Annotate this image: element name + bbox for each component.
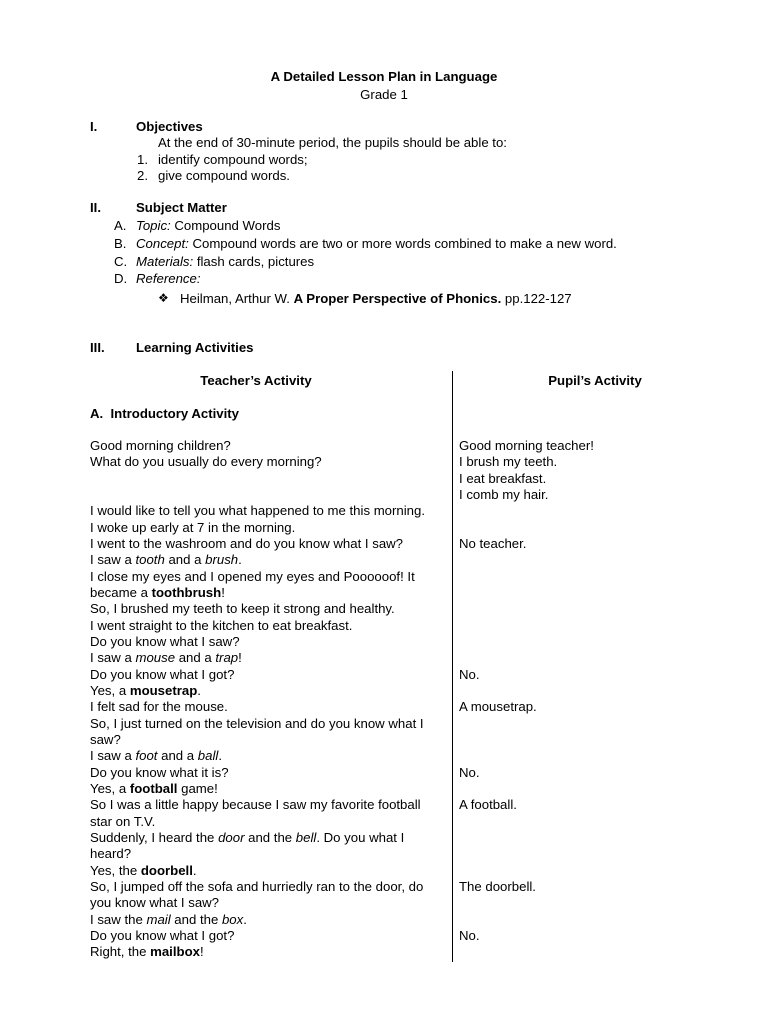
teacher-line xyxy=(90,618,352,634)
teacher-line xyxy=(90,569,415,585)
pupil-line: I comb my hair. xyxy=(459,486,549,502)
document-subtitle: Grade 1 xyxy=(360,87,408,102)
word-part: foot xyxy=(135,748,158,764)
subject-item-concept-letter: B. xyxy=(114,236,127,251)
teacher-line xyxy=(90,912,247,928)
line-text: I went straight to the kitchen to eat breakfast. xyxy=(90,617,353,633)
compound-word: football xyxy=(129,780,178,796)
pupil-activity-header: Pupil’s Activity xyxy=(548,373,642,388)
line-text: Do you know what I saw? xyxy=(90,633,240,649)
word-part: ball xyxy=(197,748,219,764)
compound-word: mailbox xyxy=(150,944,200,960)
teacher-line xyxy=(90,601,395,617)
objectives-intro: At the end of 30-minute period, the pupils should be able to: xyxy=(158,135,507,150)
column-divider xyxy=(452,371,453,962)
line-text: . Do you what I xyxy=(316,829,405,845)
line-text: What do you usually do every morning? xyxy=(90,454,322,470)
subject-matter-numeral: II. xyxy=(90,200,101,215)
word-part: door xyxy=(218,829,245,845)
word-part: mouse xyxy=(135,650,176,666)
objective-item-2-num: 2. xyxy=(137,168,148,183)
objectives-heading: Objectives xyxy=(136,119,203,134)
materials-value: flash cards, pictures xyxy=(193,254,315,269)
line-text: game! xyxy=(177,780,218,796)
learning-numeral: III. xyxy=(90,340,105,355)
pupil-line: The doorbell. xyxy=(459,878,536,894)
word-part: bell xyxy=(295,829,317,845)
objective-item-1-num: 1. xyxy=(137,152,148,167)
document-title: A Detailed Lesson Plan in Language xyxy=(270,69,498,84)
teacher-line xyxy=(90,683,201,699)
line-text: and the xyxy=(244,829,296,845)
line-text: you know what I saw? xyxy=(90,895,220,911)
line-text: So, I brushed my teeth to keep it strong and healthy. xyxy=(90,601,395,617)
line-text: Do you know what it is? xyxy=(90,764,229,780)
topic-label: Topic: xyxy=(136,218,171,233)
line-text: . xyxy=(192,862,197,878)
line-text: and the xyxy=(170,911,222,927)
teacher-line xyxy=(90,748,222,764)
word-part: box xyxy=(221,911,244,927)
subject-item-concept xyxy=(136,236,617,251)
pupil-line: No. xyxy=(459,927,480,943)
line-text: I saw a xyxy=(90,748,136,764)
teacher-line xyxy=(90,765,229,781)
pupil-line: I brush my teeth. xyxy=(459,454,558,470)
line-text: . xyxy=(218,748,222,764)
line-text: heard? xyxy=(90,846,132,862)
line-text: Do you know what I got? xyxy=(90,927,235,943)
subject-item-materials xyxy=(136,254,314,269)
line-text: . xyxy=(243,911,247,927)
subject-item-topic-letter: A. xyxy=(114,218,127,233)
reference-citation xyxy=(180,291,572,306)
line-text: ! xyxy=(199,944,204,960)
line-text: and a xyxy=(164,552,206,568)
line-text: ! xyxy=(238,650,242,666)
line-text: I saw a xyxy=(90,552,136,568)
line-text: Right, the xyxy=(90,944,151,960)
line-text: Suddenly, I heard the xyxy=(90,829,219,845)
word-part: brush xyxy=(205,552,239,568)
reference-book: A Proper Perspective of Phonics. xyxy=(293,291,502,306)
concept-value: Compound words are two or more words combined to make a new word. xyxy=(188,236,617,251)
teacher-line xyxy=(90,667,234,683)
topic-value: Compound Words xyxy=(170,218,281,233)
materials-label: Materials: xyxy=(136,254,194,269)
teacher-line xyxy=(90,650,242,666)
word-part: tooth xyxy=(135,552,165,568)
teacher-line xyxy=(90,634,240,650)
line-text: Do you know what I got? xyxy=(90,666,235,682)
teacher-line xyxy=(90,716,424,732)
teacher-line xyxy=(90,454,322,470)
teacher-line xyxy=(90,438,231,454)
word-part: mail xyxy=(146,911,171,927)
introductory-activity-heading: A. Introductory Activity xyxy=(90,406,239,421)
reference-label: Reference: xyxy=(136,271,201,286)
line-text: So I was a little happy because I saw my favorite football xyxy=(90,797,421,813)
pupil-line: I eat breakfast. xyxy=(459,470,547,486)
line-text: became a xyxy=(90,584,152,600)
line-text: I woke up early at 7 in the morning. xyxy=(90,519,296,535)
teacher-activity-header: Teacher’s Activity xyxy=(200,373,312,388)
pupil-line: A mousetrap. xyxy=(459,699,537,715)
teacher-line xyxy=(90,895,219,911)
line-text: So, I jumped off the sofa and hurriedly ran to the door, do xyxy=(90,878,424,894)
objectives-numeral: I. xyxy=(90,119,98,134)
teacher-line xyxy=(90,585,225,601)
line-text: I would like to tell you what happened to me this morning. xyxy=(90,503,426,519)
compound-word: toothbrush xyxy=(151,584,222,600)
line-text: Good morning children? xyxy=(90,438,231,453)
line-text: saw? xyxy=(90,731,121,747)
line-text: . xyxy=(238,552,242,568)
line-text: . xyxy=(197,682,201,698)
reference-pages: pp.122-127 xyxy=(501,291,572,306)
reference-author: Heilman, Arthur W. xyxy=(180,291,294,306)
pupil-line: No teacher. xyxy=(459,535,527,551)
pupil-line: No. xyxy=(459,764,480,780)
line-text: and a xyxy=(175,650,216,666)
line-text: and a xyxy=(157,748,198,764)
teacher-line xyxy=(90,520,295,536)
teacher-line xyxy=(90,944,204,960)
objective-item-2-text: give compound words. xyxy=(158,168,290,183)
teacher-line xyxy=(90,781,218,797)
line-text: I close my eyes and I opened my eyes and Poooooof! It xyxy=(90,568,415,584)
pupil-line: Good morning teacher! xyxy=(459,438,594,453)
line-text: Yes, a xyxy=(90,682,130,698)
subject-item-materials-letter: C. xyxy=(114,254,128,269)
line-text: Yes, a xyxy=(90,780,130,796)
learning-heading: Learning Activities xyxy=(136,340,254,355)
subject-item-reference-letter: D. xyxy=(114,271,128,286)
reference-bullet-icon: ❖ xyxy=(158,291,169,305)
teacher-line xyxy=(90,732,121,748)
teacher-line xyxy=(90,797,421,813)
line-text: I saw the xyxy=(90,911,147,927)
subject-item-topic xyxy=(136,218,280,233)
compound-word: doorbell xyxy=(140,862,193,878)
word-part: trap xyxy=(215,650,239,666)
line-text: Yes, the xyxy=(90,862,141,878)
teacher-line xyxy=(90,699,228,715)
line-text: I saw a xyxy=(90,650,136,666)
line-text: ! xyxy=(221,584,225,600)
line-text: So, I just turned on the television and do you know what I xyxy=(90,715,424,731)
subject-item-reference xyxy=(136,271,201,286)
line-text: I felt sad for the mouse. xyxy=(90,699,228,715)
teacher-line xyxy=(90,503,425,519)
subject-matter-heading: Subject Matter xyxy=(136,200,227,215)
objective-item-1-text: identify compound words; xyxy=(158,152,308,167)
teacher-line xyxy=(90,536,403,552)
pupil-line: No. xyxy=(459,666,480,682)
teacher-line xyxy=(90,863,197,879)
teacher-line xyxy=(90,879,423,895)
teacher-line xyxy=(90,846,131,862)
teacher-line xyxy=(90,814,155,830)
pupil-line: A football. xyxy=(459,797,517,813)
line-text: star on T.V. xyxy=(90,813,156,829)
concept-label: Concept: xyxy=(136,236,189,251)
line-text: I went to the washroom and do you know what I saw? xyxy=(90,535,404,551)
teacher-line xyxy=(90,928,234,944)
compound-word: mousetrap xyxy=(129,682,198,698)
teacher-line xyxy=(90,552,242,568)
teacher-line xyxy=(90,830,404,846)
